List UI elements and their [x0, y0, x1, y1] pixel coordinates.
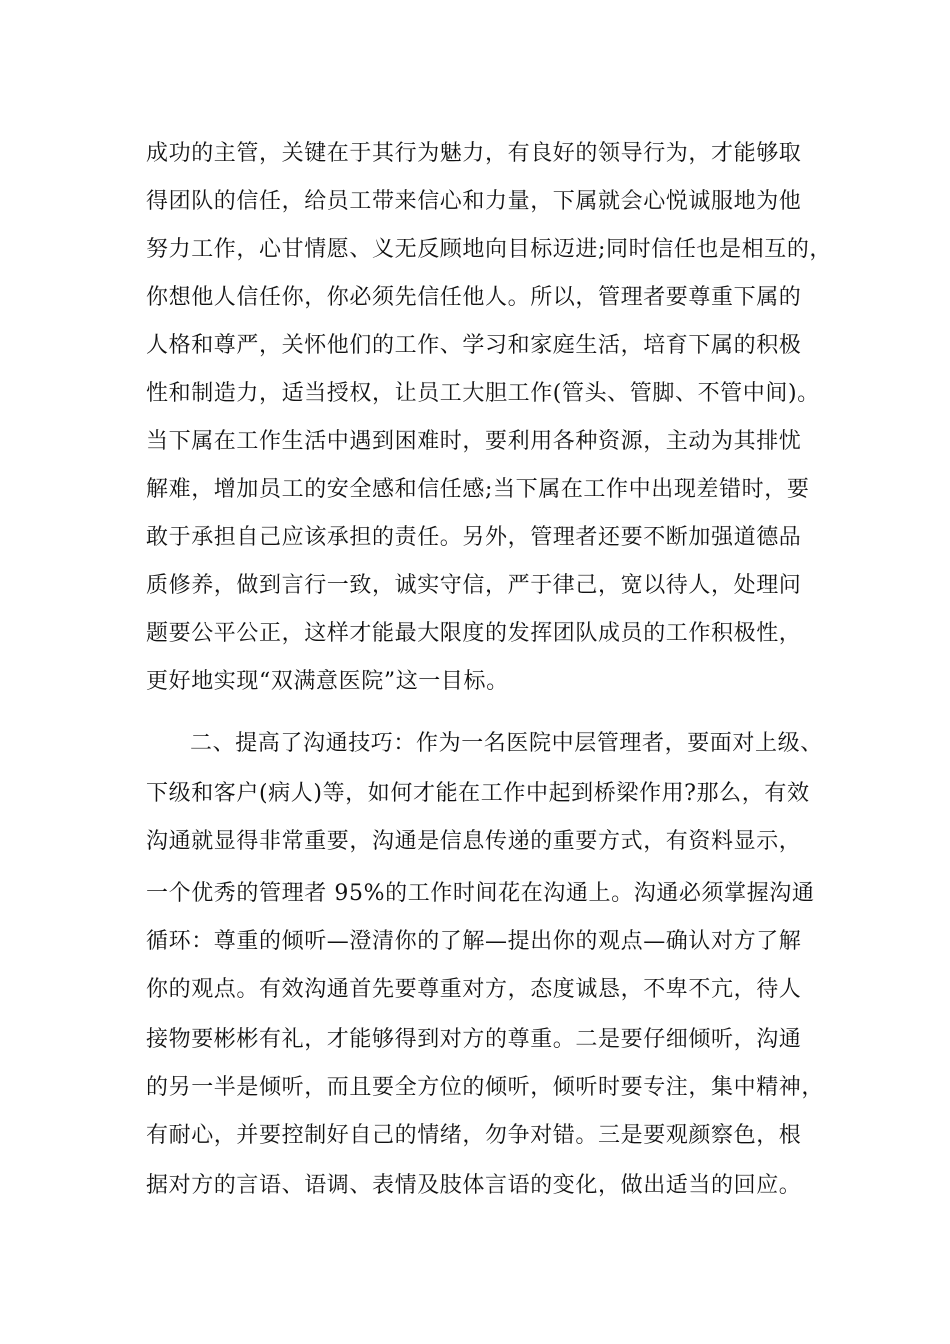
text-line: 题要公平公正，这样才能最大限度的发挥团队成员的工作积极性， — [146, 621, 802, 646]
text-line: 下级和客户(病人)等，如何才能在工作中起到桥梁作用?那么，有效 — [146, 781, 810, 806]
text-line: 成功的主管，关键在于其行为魅力，有良好的领导行为，才能够取 — [146, 141, 802, 166]
text-line: 得团队的信任，给员工带来信心和力量，下属就会心悦诚服地为他 — [146, 189, 802, 214]
text-line: 据对方的言语、语调、表情及肢体言语的变化，做出适当的回应。 — [146, 1173, 802, 1198]
text-line: 一个优秀的管理者 95%的工作时间花在沟通上。沟通必须掌握沟通 — [146, 881, 815, 906]
text-line: 你想他人信任你，你必须先信任他人。所以，管理者要尊重下属的 — [146, 285, 802, 310]
text-line: 解难，增加员工的安全感和信任感;当下属在工作中出现差错时，要 — [146, 477, 810, 502]
text-line: 当下属在工作生活中遇到困难时，要利用各种资源，主动为其排忧 — [146, 429, 802, 454]
paragraph-start-line: 二、提高了沟通技巧：作为一名医院中层管理者，要面对上级、 — [190, 731, 823, 756]
text-line: 循环：尊重的倾听—澄清你的了解—提出你的观点—确认对方了解 — [146, 929, 802, 954]
text-line: 的另一半是倾听，而且要全方位的倾听，倾听时要专注，集中精神， — [146, 1075, 825, 1100]
text-line: 你的观点。有效沟通首先要尊重对方，态度诚恳，不卑不亢，待人 — [146, 977, 802, 1002]
text-line: 人格和尊严，关怀他们的工作、学习和家庭生活，培育下属的积极 — [146, 333, 802, 358]
text-line: 敢于承担自己应该承担的责任。另外，管理者还要不断加强道德品 — [146, 525, 802, 550]
text-line: 有耐心，并要控制好自己的情绪，勿争对错。三是要观颜察色，根 — [146, 1123, 802, 1148]
text-line: 接物要彬彬有礼，才能够得到对方的尊重。二是要仔细倾听，沟通 — [146, 1027, 802, 1052]
text-line: 性和制造力，适当授权，让员工大胆工作(管头、管脚、不管中间)。 — [146, 381, 820, 406]
text-line: 沟通就显得非常重要，沟通是信息传递的重要方式，有资料显示， — [146, 829, 802, 854]
text-line: 更好地实现“双满意医院”这一目标。 — [146, 669, 509, 694]
text-line: 努力工作，心甘情愿、义无反顾地向目标迈进;同时信任也是相互的， — [146, 237, 833, 262]
text-line: 质修养，做到言行一致，诚实守信，严于律己，宽以待人，处理问 — [146, 573, 802, 598]
